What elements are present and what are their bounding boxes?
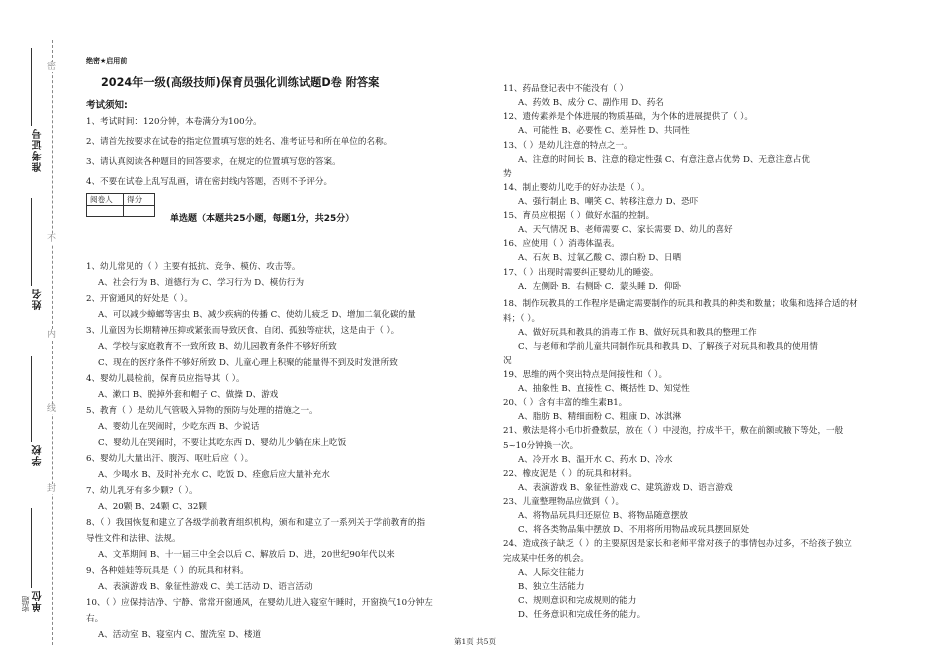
answer-options: C、规则意识和完成规则的能力: [518, 595, 637, 606]
question-text: 1、幼儿常见的（ ）主要有抵抗、竞争、模仿、攻击等。: [86, 262, 301, 272]
answer-options: C、婴幼儿在哭闹时，不要让其吃东西 D、婴幼儿少躺在床上吃饭: [98, 438, 347, 448]
page-footer: 第1页 共5页: [454, 637, 496, 646]
answer-options: A．左侧卧 B．右侧卧 C．蒙头睡 D．仰卧: [518, 281, 682, 292]
binding-fill-line: [31, 48, 32, 126]
answer-options: A、人际交往能力: [518, 567, 585, 578]
question-text: 右。: [86, 614, 104, 624]
seal-mark: 内: [47, 330, 57, 340]
notice-item: 4、不要在试卷上乱写乱画，请在密封线内答题，否则不予评分。: [86, 177, 333, 187]
binding-field-exam-number: 准考证号: [33, 128, 44, 172]
answer-options: C、将各类物品集中摆放 D、不用将所用物品或玩具摆回原处: [518, 525, 750, 536]
question-text: 23、儿童整理物品应做到（ ）。: [503, 497, 625, 507]
exam-title: 2024年一级(高级技师)保育员强化训练试题D卷 附答案: [101, 76, 380, 89]
question-text: 18、制作玩教具的工作程序是确定需要制作的玩具和教具的种类和数量；收集和选择合适的材: [503, 299, 858, 310]
question-text: 完成某中任务的机会。: [503, 553, 589, 564]
answer-options: A、天气情况 B、老师需要 C、家长需要 D、幼儿的喜好: [518, 225, 733, 236]
notice-item: 1、考试时间：120分钟，本卷满分为100分。: [86, 117, 262, 127]
answer-options: A、社会行为 B、道德行为 C、学习行为 D、模仿行为: [98, 278, 305, 288]
answer-options: A、学校与家庭教育不一致所致 B、幼儿园教育条件不够好所致: [98, 342, 337, 352]
notice-item: 2、请首先按要求在试卷的指定位置填写您的姓名、准考证号和所在单位的名称。: [86, 137, 393, 147]
question-text: 7、幼儿乳牙有多少颗?（ ）。: [86, 486, 198, 496]
seal-mark: 密: [47, 62, 57, 72]
answer-options: A、文革期间 B、十一届三中全会以后 C、解放后 D、进，20世纪90年代以来: [98, 550, 395, 560]
question-text: 21、敷法是将小毛巾折叠数层，放在（ ）中浸泡，拧成半干，敷在前额或腋下等处，一般: [503, 426, 844, 437]
binding-field-name: 姓名: [33, 288, 44, 310]
question-text: 3、儿童因为长期精神压抑或紧张而导致厌食、自闭、孤独等症状，这是由于（ ）。: [86, 326, 400, 336]
question-text: 11、药品登记表中不能没有（ ）: [503, 84, 629, 94]
binding-edge-note: 密题: [21, 596, 30, 612]
question-text: 14、制止婴幼儿吃手的好办法是（ ）。: [503, 182, 650, 193]
question-text: 20、（ ）含有丰富的维生素B1。: [503, 398, 628, 409]
answer-options: A、表演游戏 B、象征性游戏 C、建筑游戏 D、语言游戏: [518, 482, 733, 493]
answer-options: A、20颗 B、24颗 C、32颗: [98, 502, 207, 512]
question-text: 导性文件和法律、法规。: [86, 534, 181, 544]
question-text: 19、思维的两个突出特点是间接性和（ ）。: [503, 369, 668, 380]
binding-fill-line: [31, 508, 32, 588]
question-text: 16、应使用（ ）消毒体温表。: [503, 239, 620, 250]
question-text: 17、（ ）出现时需要纠正婴幼儿的睡姿。: [503, 267, 659, 278]
secret-label: 绝密★启用前: [86, 57, 128, 65]
answer-options: A、注意的时间长 B、注意的稳定性强 C、有意注意占优势 D、无意注意占优: [518, 154, 810, 165]
seal-mark: 不: [47, 234, 57, 244]
score-table-score: 得分: [124, 194, 155, 206]
question-text: 15、育员应根据（ ）做好水温的控制。: [503, 211, 655, 222]
question-text: 5~10分钟换一次。: [503, 440, 579, 451]
answer-options: A、漱口 B、脱掉外套和帽子 C、做操 D、游戏: [98, 390, 279, 400]
binding-field-unit: 单位: [33, 590, 44, 612]
question-text: 势: [503, 168, 512, 179]
question-text: 13、（ ）是幼儿注意的特点之一。: [503, 140, 633, 151]
notice-heading: 考试须知:: [86, 100, 128, 111]
answer-options: A、可能性 B、必要性 C、差异性 D、共同性: [518, 126, 690, 137]
answer-options: C、现在的医疗条件不够好所致 D、儿童心理上积聚的能量得不到及时发泄所致: [98, 358, 398, 368]
score-table-grader: 阅卷人: [87, 194, 124, 206]
binding-fill-line: [31, 356, 32, 442]
answer-options: A、药效 B、成分 C、副作用 D、药名: [518, 98, 664, 109]
question-text: 况: [503, 355, 512, 366]
notice-item: 3、请认真阅读各种题目的回答要求，在规定的位置填写您的答案。: [86, 157, 341, 167]
answer-options: A、抽象性 B、直接性 C、概括性 D、知觉性: [518, 384, 690, 395]
answer-options: A、活动室 B、寝室内 C、盥洗室 D、楼道: [98, 630, 262, 640]
score-table: [86, 193, 155, 217]
binding-fill-line: [31, 198, 32, 286]
question-text: 2、开窗通风的好处是（ ）。: [86, 294, 194, 304]
answer-options: A、将物品玩具归还原位 B、将物品随意摆放: [518, 511, 688, 522]
answer-options: A、婴幼儿在哭闹时，少吃东西 B、少说话: [98, 422, 260, 432]
score-table-score-cell[interactable]: [124, 206, 155, 217]
section-title: 单选题（本题共25小题，每题1分，共25分）: [170, 214, 355, 224]
question-text: 6、婴幼儿大量出汗、腹泻、呕吐后应（ ）。: [86, 454, 254, 464]
question-text: 22、橡皮泥是（ ）的玩具和材料。: [503, 468, 637, 479]
answer-options: A、冷开水 B、温开水 C、药水 D、冷水: [518, 454, 673, 465]
question-text: 12、遗传素养是个体进展的物质基础，为个体的进展提供了（ ）。: [503, 112, 753, 123]
answer-options: A、表演游戏 B、象征性游戏 C、美工活动 D、语言活动: [98, 582, 313, 592]
question-text: 5、教育（ ）是幼儿气管吸入异物的预防与处理的措施之一。: [86, 406, 318, 416]
seal-mark: 封: [47, 484, 57, 494]
question-text: 24、造成孩子缺乏（ ）的主要原因是家长和老师平常对孩子的事情包办过多，不给孩子独立: [503, 539, 852, 550]
question-text: 4、婴幼儿晨检前，保育员应指导其（ ）。: [86, 374, 245, 384]
answer-options: A、少喝水 B、及时补充水 C、吃饭 D、痊愈后应大量补充水: [98, 470, 330, 480]
question-text: 10、（ ）应保持洁净、宁静、常常开窗通风，在婴幼儿进入寝室午睡时，开窗换气10分钟左: [86, 598, 433, 608]
question-text: 料；（ ）。: [503, 313, 541, 324]
answer-options: B、独立生活能力: [518, 581, 585, 592]
answer-options: C、与老师和学前儿童共同制作玩具和教具 D、了解孩子对玩具和教具的使用情: [518, 341, 818, 352]
answer-options: A、石灰 B、过氧乙酸 C、漂白粉 D、日晒: [518, 253, 682, 264]
seal-mark: 线: [47, 404, 57, 414]
answer-options: A、脂肪 B、精细面粉 C、粗康 D、冰淇淋: [518, 412, 682, 423]
answer-options: A、做好玩具和教具的消毒工作 B、做好玩具和教具的整理工作: [518, 327, 757, 338]
score-table-grader-cell[interactable]: [87, 206, 124, 217]
answer-options: A、可以减少蟑螂等害虫 B、减少疾病的传播 C、使幼儿疲乏 D、增加二氧化碳的量: [98, 310, 416, 320]
seal-dashed-line: [52, 40, 53, 645]
binding-field-school: 学校: [33, 444, 44, 466]
answer-options: D、任务意识和完成任务的能力。: [518, 610, 646, 620]
question-text: 9、各种娃娃等玩具是（ ）的玩具和材料。: [86, 566, 249, 576]
question-text: 8、（ ）我国恢复和建立了各级学前教育组织机构，颁布和建立了一系列关于学前教育的指: [86, 518, 426, 528]
answer-options: A、强行制止 B、嘲笑 C、转移注意力 D、恐吓: [518, 197, 699, 207]
